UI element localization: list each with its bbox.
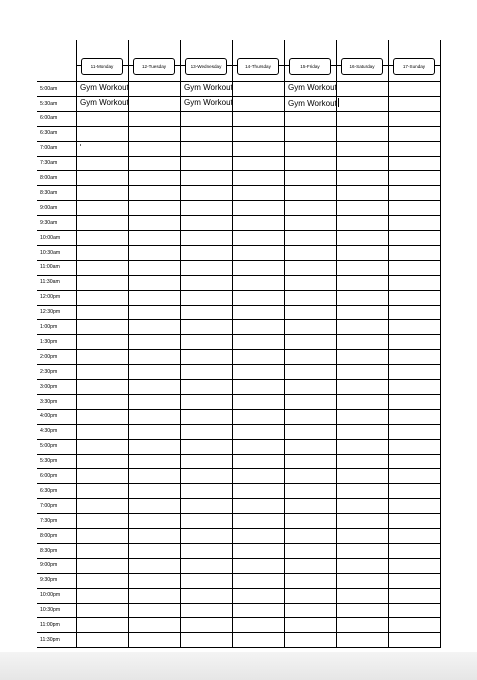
row-divider (37, 603, 441, 604)
row-divider (37, 111, 441, 112)
row-divider (37, 483, 441, 484)
time-label: 6:30am (40, 130, 58, 137)
row-divider (37, 394, 441, 395)
row-divider (37, 349, 441, 350)
event-text: Gym Workout (288, 83, 337, 93)
day-header: 11-Monday (81, 58, 123, 75)
row-divider (37, 230, 441, 231)
row-divider (37, 588, 441, 589)
row-divider (37, 156, 441, 157)
column-divider (232, 40, 233, 648)
time-label: 11:30pm (40, 636, 60, 643)
time-label: 5:30pm (40, 458, 58, 465)
row-divider (37, 245, 441, 246)
column-divider (76, 40, 77, 648)
row-divider (37, 379, 441, 380)
row-divider (37, 81, 441, 82)
row-divider (37, 468, 441, 469)
row-divider (37, 543, 441, 544)
time-label: 10:00pm (40, 592, 61, 599)
row-divider (37, 185, 441, 186)
row-divider (37, 528, 441, 529)
column-divider (284, 40, 285, 648)
time-label: 1:30pm (40, 338, 58, 345)
time-label: 10:00am (40, 234, 61, 241)
text-cursor (338, 98, 339, 107)
time-label: 9:00pm (40, 562, 58, 569)
viewer-background (0, 652, 477, 680)
time-label: 11:00pm (40, 622, 60, 628)
schedule-event[interactable] (184, 83, 233, 93)
column-divider (128, 40, 129, 648)
time-label: 7:00pm (40, 502, 58, 509)
row-divider (37, 170, 441, 171)
time-label: 6:00pm (40, 473, 58, 479)
row-divider (37, 215, 441, 216)
time-label: 7:00am (40, 145, 58, 152)
day-header: 14-Thursday (237, 58, 279, 75)
time-label: 9:30am (40, 219, 58, 226)
time-label: 3:30pm (40, 398, 58, 405)
row-divider (37, 334, 441, 335)
row-divider (37, 364, 441, 365)
time-label: 12:00pm (40, 294, 61, 301)
time-label: 8:30am (40, 189, 58, 196)
time-label: 7:30pm (40, 517, 58, 524)
row-divider (37, 409, 441, 410)
schedule-event[interactable] (184, 98, 233, 108)
time-label: 9:30pm (40, 577, 58, 584)
row-divider (37, 126, 441, 127)
row-divider (37, 96, 441, 97)
schedule-event[interactable] (288, 83, 337, 93)
time-label: 12:30pm (40, 309, 61, 316)
row-divider (37, 632, 441, 633)
row-divider (37, 647, 441, 648)
row-divider (37, 290, 441, 291)
row-divider (37, 305, 441, 306)
event-text: Gym Workout (80, 98, 129, 108)
column-divider (388, 40, 389, 648)
row-divider (37, 141, 441, 142)
column-divider (180, 40, 181, 648)
row-divider (37, 617, 441, 618)
row-divider (37, 260, 441, 261)
day-header: 17-Sunday (393, 58, 435, 75)
time-label: 5:00am (40, 85, 58, 92)
time-label: 5:30am (40, 100, 58, 107)
time-label: 2:00pm (40, 353, 58, 360)
time-label: 11:00am (40, 264, 60, 271)
time-label: 3:00pm (40, 383, 58, 390)
row-divider (37, 200, 441, 201)
column-divider (440, 40, 441, 648)
event-text: Gym Workout (184, 83, 233, 93)
event-text: Gym Workout (80, 83, 129, 93)
schedule-event[interactable] (80, 83, 129, 93)
row-divider (37, 424, 441, 425)
time-label: 10:30am (40, 249, 61, 256)
event-text: Gym Workout (288, 99, 337, 109)
row-divider (37, 275, 441, 276)
time-label: 5:00pm (40, 443, 58, 450)
time-label: 1:00pm (40, 324, 58, 330)
time-label: 11:30am (40, 279, 60, 286)
time-label: 10:30pm (40, 607, 61, 614)
time-label: 6:30pm (40, 487, 58, 494)
day-header: 15-Friday (289, 58, 331, 75)
time-label: 4:00pm (40, 413, 58, 420)
row-divider (37, 558, 441, 559)
row-divider (37, 454, 441, 455)
day-header: 13-Wednesday (185, 58, 227, 75)
time-label: 8:30pm (40, 547, 58, 554)
time-label: 2:30pm (40, 368, 58, 375)
time-label: 6:00am (40, 115, 58, 122)
time-label: 8:00pm (40, 532, 58, 539)
row-divider (37, 498, 441, 499)
event-text: Gym Workout (184, 98, 233, 108)
time-label: 8:00am (40, 175, 58, 181)
time-label: 7:30am (40, 160, 58, 167)
row-divider (37, 513, 441, 514)
row-divider (37, 573, 441, 574)
schedule-event[interactable] (288, 98, 339, 109)
stray-mark (80, 144, 81, 146)
row-divider (37, 319, 441, 320)
day-header: 16-Saturday (341, 58, 383, 75)
time-label: 4:30pm (40, 428, 58, 435)
time-label: 9:00am (40, 204, 58, 211)
schedule-event[interactable] (80, 98, 129, 108)
day-header: 12-Tuesday (133, 58, 175, 75)
column-divider (336, 40, 337, 648)
row-divider (37, 439, 441, 440)
